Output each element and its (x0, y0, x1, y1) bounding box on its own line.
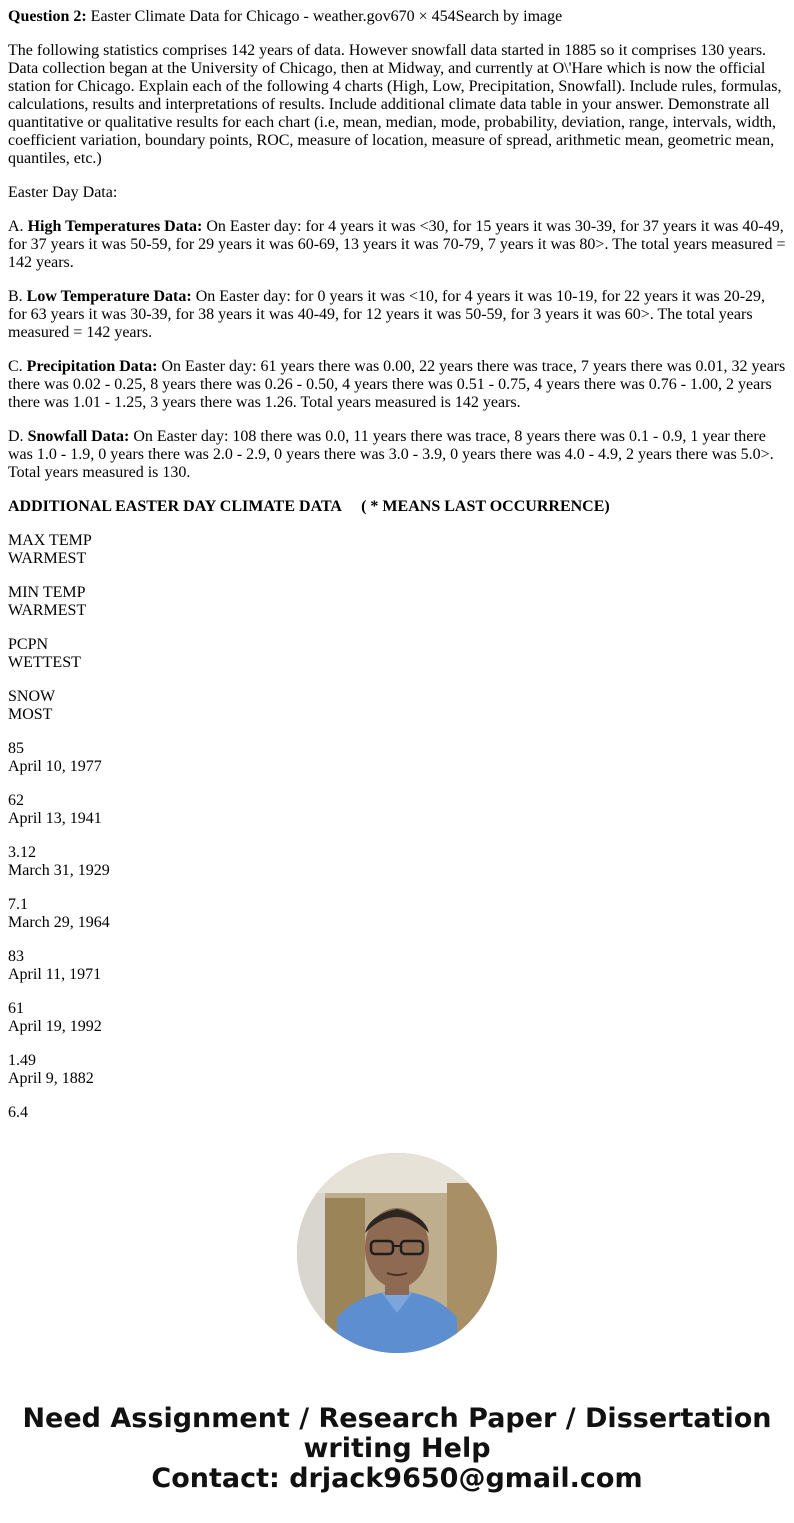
climate-cell: 1.49 April 9, 1882 (8, 1052, 94, 1087)
climate-cell: SNOW MOST (8, 688, 56, 723)
climate-cell: MIN TEMP WARMEST (8, 584, 87, 619)
section-label: Snowfall Data: (27, 428, 130, 445)
climate-cell: MAX TEMP WARMEST (8, 532, 92, 567)
climate-cell: 85 April 10, 1977 (8, 740, 102, 775)
document-body (8, 8, 786, 1138)
intro-paragraph: The following statistics comprises 142 years of data. However snowfall data started in 1885 so it comprises 130 years. Data collection began at the University of Chicago, then at Midway, and currently at O\'Hare which is now the official station for Chicago. Explain each of the following 4 charts (High, Low, Precipitation, Snowfall). Include rules, formulas, calculations, results and interpretations of results. Include additional climate data table in your answer. Demonstrate all quantitative or qualitative results for each chart (i.e, mean, median, mode, probability, deviation, range, intervals, width, coefficient variation, boundary points, ROC, measure of location, measure of spread, arithmetic mean, geometric mean, quantiles, etc.) (8, 42, 782, 167)
section-label: Precipitation Data: (26, 358, 158, 375)
climate-cell: 7.1 March 29, 1964 (8, 896, 110, 931)
question-heading (8, 8, 786, 26)
footer-contact: Contact: drjack9650@gmail.com (151, 1463, 643, 1494)
section-high-temperature: A. High Temperatures Data: On Easter day: for 4 years it was <30, for 15 years it was 30-39, for 37 years it was 40-49, for 37 years it was 50-59, for 29 years it was 60-69, 13 years it was 70-79, 7 years it was 80>. The total years measured = 142 years. (8, 218, 786, 271)
additional-data-heading: ADDITIONAL EASTER DAY CLIMATE DATA ( * MEANS LAST OCCURRENCE) (8, 498, 610, 515)
section-low-temperature: B. Low Temperature Data: On Easter day: for 0 years it was <10, for 4 years it was 10-19, for 22 years it was 20-29, for 63 years it was 30-39, for 38 years it was 40-49, for 12 years it was 50-59, for 3 years it was 60>. The total years measured = 142 years. (8, 288, 766, 341)
section-text: On Easter day: for 4 years it was <30, for 15 years it was 30-39, for 37 years it was 40-49, for 37 years it was 50-59, for 29 years it was 60-69, 13 years it was 70-79, 7 years it was 80>. The total years measured = 142 years. (8, 218, 786, 271)
section-precipitation: C. Precipitation Data: On Easter day: 61 years there was 0.00, 22 years there was trace, 7 years there was 0.01, 32 years there was 0.02 - 0.25, 8 years there was 0.26 - 0.50, 4 years there was 0.51 - 0.75, 4 years there was 0.76 - 1.00, 2 years there was 1.01 - 1.25, 3 years there was 1.26. Total years measured is 142 years. (8, 358, 786, 411)
section-label: High Temperatures Data: (27, 218, 203, 235)
section-text: On Easter day: 61 years there was 0.00, 22 years there was trace, 7 years there was 0.01, 32 years there was 0.02 - 0.25, 8 years there was 0.26 - 0.50, 4 years there was 0.51 - 0.75, 4 years there was 0.76 - 1.00, 2 years there was 1.01 - 1.25, 3 years there was 1.26. Total years measured is 142 years. (8, 358, 786, 411)
climate-cell: 83 April 11, 1971 (8, 948, 102, 983)
question-title: Easter Climate Data for Chicago - weather.gov670 × 454Search by image (86, 8, 563, 25)
section-text: On Easter day: 108 there was 0.0, 11 years there was trace, 8 years there was 0.1 - 0.9, 1 year there was 1.0 - 1.9, 0 years there was 2.0 - 2.9, 0 years there was 3.0 - 3.9, 0 years there was 4.0 - 4.9, 2 years there was 5.0>. Total years measured is 130. (8, 428, 774, 481)
easter-data-heading: Easter Day Data: (8, 184, 118, 201)
climate-cell: 62 April 13, 1941 (8, 792, 102, 827)
footer-advert (0, 1404, 794, 1494)
question-label: Question 2: (8, 8, 87, 25)
section-text: On Easter day: for 0 years it was <10, for 4 years it was 10-19, for 22 years it was 20-29, for 63 years it was 30-39, for 38 years it was 40-49, for 12 years it was 50-59, for 3 years it was 60>. The total years measured = 142 years. (8, 288, 766, 341)
footer-line-2: writing Help (303, 1433, 491, 1464)
avatar-portrait-icon (297, 1153, 497, 1353)
section-snowfall: D. Snowfall Data: On Easter day: 108 there was 0.0, 11 years there was trace, 8 years there was 0.1 - 0.9, 1 year there was 1.0 - 1.9, 0 years there was 2.0 - 2.9, 0 years there was 3.0 - 3.9, 0 years there was 4.0 - 4.9, 2 years there was 5.0>. Total years measured is 130. (8, 428, 774, 481)
author-avatar (297, 1153, 497, 1353)
climate-cell: 61 April 19, 1992 (8, 1000, 102, 1035)
climate-cell: 6.4 (8, 1104, 28, 1121)
climate-cell: PCPN WETTEST (8, 636, 81, 671)
climate-cell: 3.12 March 31, 1929 (8, 844, 110, 879)
footer-line-1: Need Assignment / Research Paper / Dissertation (22, 1403, 772, 1434)
section-label: Low Temperature Data: (26, 288, 192, 305)
